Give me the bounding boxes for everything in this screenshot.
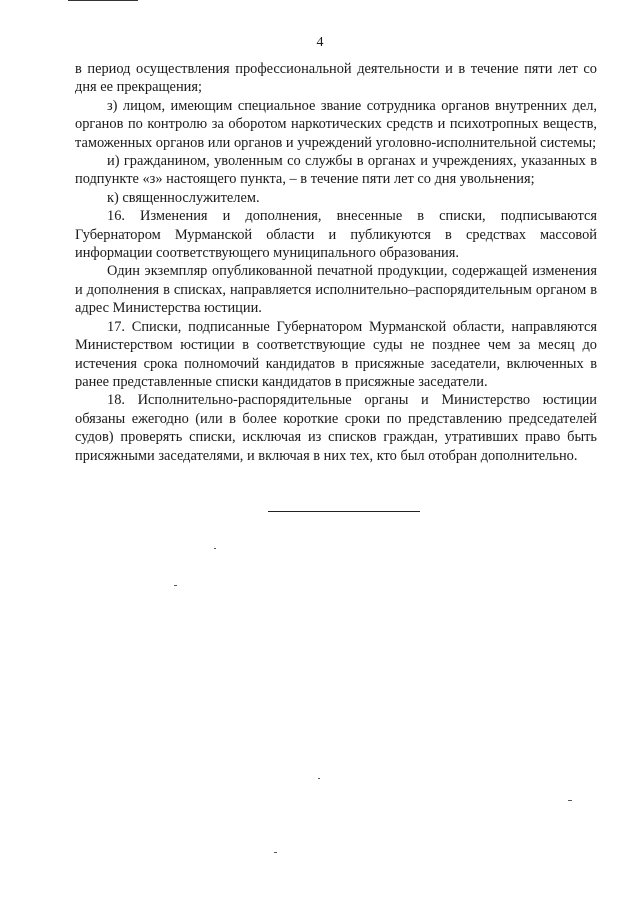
paragraph-item-i: и) гражданином, уволенным со службы в органах и учреждениях, указанных в подпункте «з» настоящего пункта, – в течение пяти лет со дня увольнения; — [75, 153, 597, 188]
paragraph-item-z: з) лицом, имеющим специальное звание сотрудника органов внутренних дел, органов по контролю за оборотом наркотических средств и психотропных веществ, таможенных органов или органов и учреждений уголовно-исполнительной системы; — [75, 97, 597, 151]
scan-speck — [568, 800, 572, 801]
paragraph-clause-16-copy: Один экземпляр опубликованной печатной продукции, содержащей изменения и дополнения в списках, направляется исполнительно–распорядительным органом в адрес Министерства юстиции. — [75, 263, 597, 317]
page-number: 4 — [316, 35, 324, 50]
top-edge-rule — [68, 0, 138, 1]
scan-speck — [174, 585, 177, 586]
paragraph-continuation: в период осуществления профессиональной деятельности и в течение пяти лет со дня ее прекращения; — [75, 61, 597, 96]
paragraph-clause-17: 17. Списки, подписанные Губернатором Мурманской области, направляются Министерством юстиции в соответствующие суды не позднее чем за месяц до истечения срока полномочий кандидатов в присяжные заседатели, включенных в ранее представленные списки кандидатов в присяжные заседатели. — [75, 318, 597, 390]
scan-speck — [318, 778, 320, 779]
end-of-text-rule — [268, 511, 420, 512]
scan-speck — [274, 852, 277, 853]
document-body — [75, 60, 597, 465]
paragraph-item-k: к) священнослужителем. — [107, 189, 260, 206]
paragraph-clause-16: 16. Изменения и дополнения, внесенные в списки, подписываются Губернатором Мурманской области и публикуются в средствах массовой информации соответствующего муниципального образования. — [75, 208, 597, 262]
paragraph-clause-18: 18. Исполнительно-распорядительные органы и Министерство юстиции обязаны ежегодно (или в более короткие сроки по представлению председателей судов) проверять списки, исключая из списков граждан, утративших право быть присяжными заседателями, и включая в них тех, кто был отобран дополнительно. — [75, 392, 597, 464]
scan-speck — [214, 548, 216, 549]
